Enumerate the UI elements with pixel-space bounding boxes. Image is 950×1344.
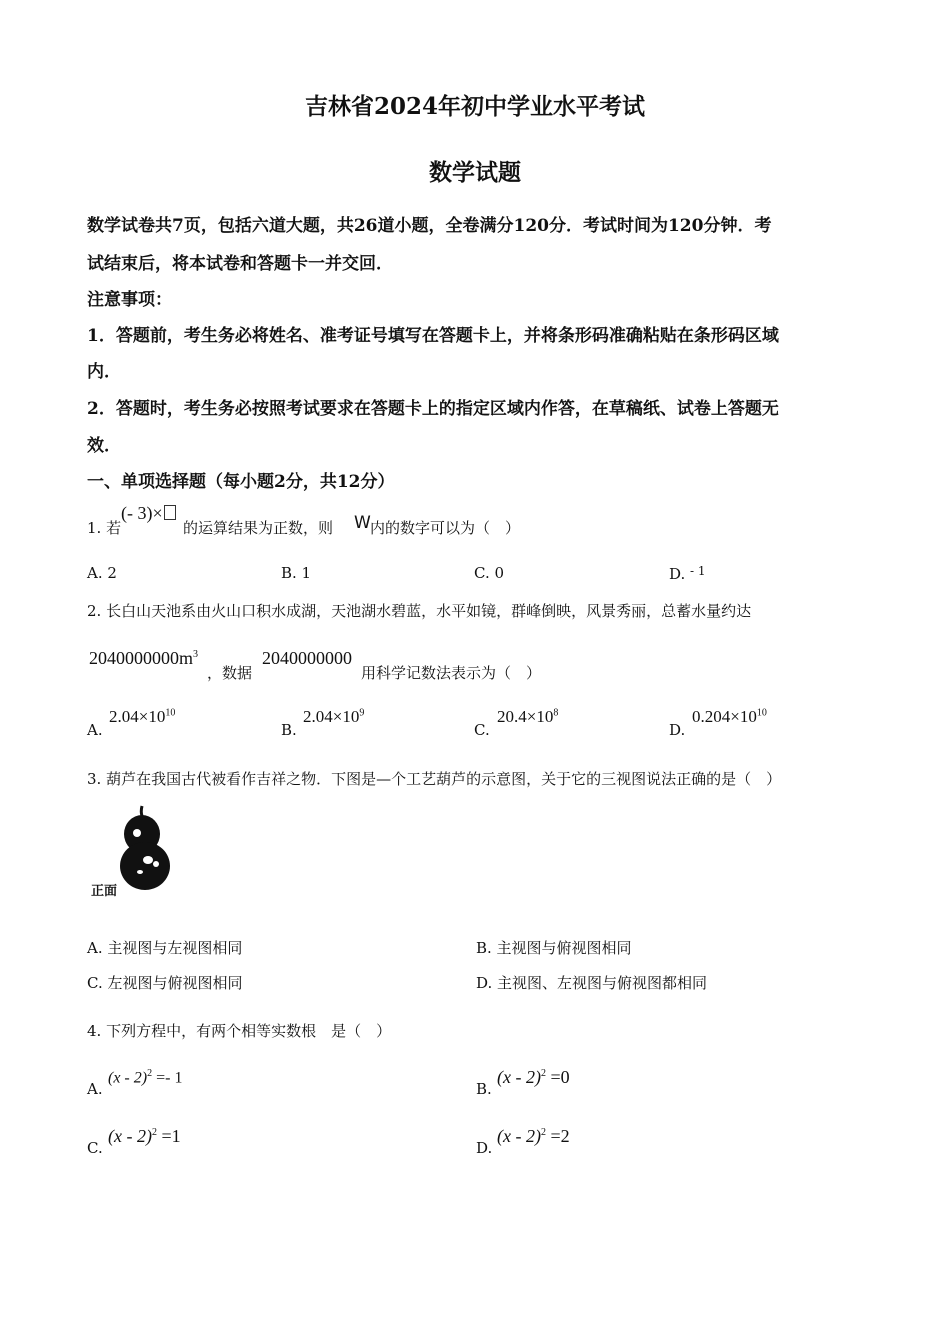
q1-w-symbol: W — [354, 513, 371, 533]
page-subtitle: 数学试题 — [429, 159, 521, 186]
q4-option-c-value: (x - 2)$^2$ =1 — [108, 1126, 181, 1146]
q1-expression: (- 3)× — [121, 503, 176, 524]
q2-line-1: 2. 长白山天池系由火山口积水成湖，天池湖水碧蓝，水平如镜，群峰倒映，风景秀丽，总蓄水量约达 — [87, 602, 752, 620]
q1-option-d-value: - 1 — [690, 564, 706, 578]
notice-item-1-line-2: 内． — [87, 362, 121, 382]
q2-option-b-label[interactable]: B. — [281, 721, 297, 739]
q1-suffix: 内的数字可以为（ ） — [370, 519, 521, 537]
intro-line-1: 数学试卷共7页，包括六道大题，共26道小题，全卷满分120分．考试时间为120分钟．考 — [87, 216, 772, 236]
q4-option-a-value: (x - 2)$^2$ =- 1 — [108, 1068, 183, 1087]
q2-number: 2040000000 — [262, 648, 352, 668]
q1-prefix: 1. 若 — [87, 519, 122, 537]
q1-option-a[interactable]: A. 2 — [87, 564, 117, 582]
q2-option-c-value: $20.4\times 10^8$ — [497, 707, 559, 726]
section-1-heading: 一、单项选择题（每小题2分，共12分） — [87, 472, 395, 492]
q3-option-a[interactable]: A. 主视图与左视图相同 — [87, 939, 243, 957]
q2-option-d-label[interactable]: D. — [669, 721, 686, 739]
q3-option-b[interactable]: B. 主视图与俯视图相同 — [476, 939, 632, 957]
q4-option-a-label[interactable]: A. — [87, 1080, 103, 1098]
notice-title: 注意事项： — [87, 290, 172, 310]
q2-comma-text: ，数据 — [207, 664, 253, 682]
q4-option-d-label[interactable]: D. — [476, 1139, 493, 1157]
q2-option-a-label[interactable]: A. — [87, 721, 103, 739]
q1-option-b[interactable]: B. 1 — [281, 564, 312, 582]
q2-option-c-label[interactable]: C. — [474, 721, 490, 739]
notice-item-2-line-2: 效． — [87, 436, 121, 456]
q4-option-d-value: (x - 2)$^2$ =2 — [497, 1126, 570, 1146]
notice-item-2-line-1: 2．答题时，考生务必按照考试要求在答题卡上的指定区域内作答，在草稿纸、试卷上答题无 — [87, 399, 779, 419]
page-title: 吉林省2024年初中学业水平考试 — [304, 93, 645, 120]
q1-mid-text: 的运算结果为正数，则 — [183, 519, 334, 537]
q2-option-d-value: $0.204\times 10^{10}$ — [692, 707, 767, 726]
notice-item-1-line-1: 1．答题前，考生务必将姓名、准考证号填写在答题卡上，并将条形码准确粘贴在条形码区域 — [87, 326, 779, 346]
q2-suffix: 用科学记数法表示为（ ） — [361, 664, 542, 682]
q1-option-d[interactable]: D. $^{- 1}$ — [669, 564, 706, 583]
q4-text: 4. 下列方程中，有两个相等实数根 是（ ） — [87, 1022, 392, 1040]
q3-option-d[interactable]: D. 主视图、左视图与俯视图都相同 — [476, 974, 708, 992]
blank-box — [164, 505, 176, 520]
q4-option-b-label[interactable]: B. — [476, 1080, 492, 1098]
q2-option-a-value: $2.04\times 10^{10}$ — [109, 707, 176, 726]
intro-line-2: 试结束后，将本试卷和答题卡一并交回． — [87, 254, 393, 274]
figure-label-front: 正面 — [91, 884, 118, 899]
q3-option-c[interactable]: C. 左视图与俯视图相同 — [87, 974, 243, 992]
q4-option-c-label[interactable]: C. — [87, 1139, 103, 1157]
q1-option-c[interactable]: C. 0 — [474, 564, 505, 582]
q4-option-b-value: (x - 2)$^2$ =0 — [497, 1067, 570, 1087]
q2-volume: $2040000000m^3$ — [89, 648, 199, 668]
q3-text: 3. 葫芦在我国古代被看作吉祥之物．下图是—个工艺葫芦的示意图，关于它的三视图说法正确的是（ ） — [87, 770, 782, 788]
q2-option-b-value: $2.04\times 10^9$ — [303, 707, 365, 726]
